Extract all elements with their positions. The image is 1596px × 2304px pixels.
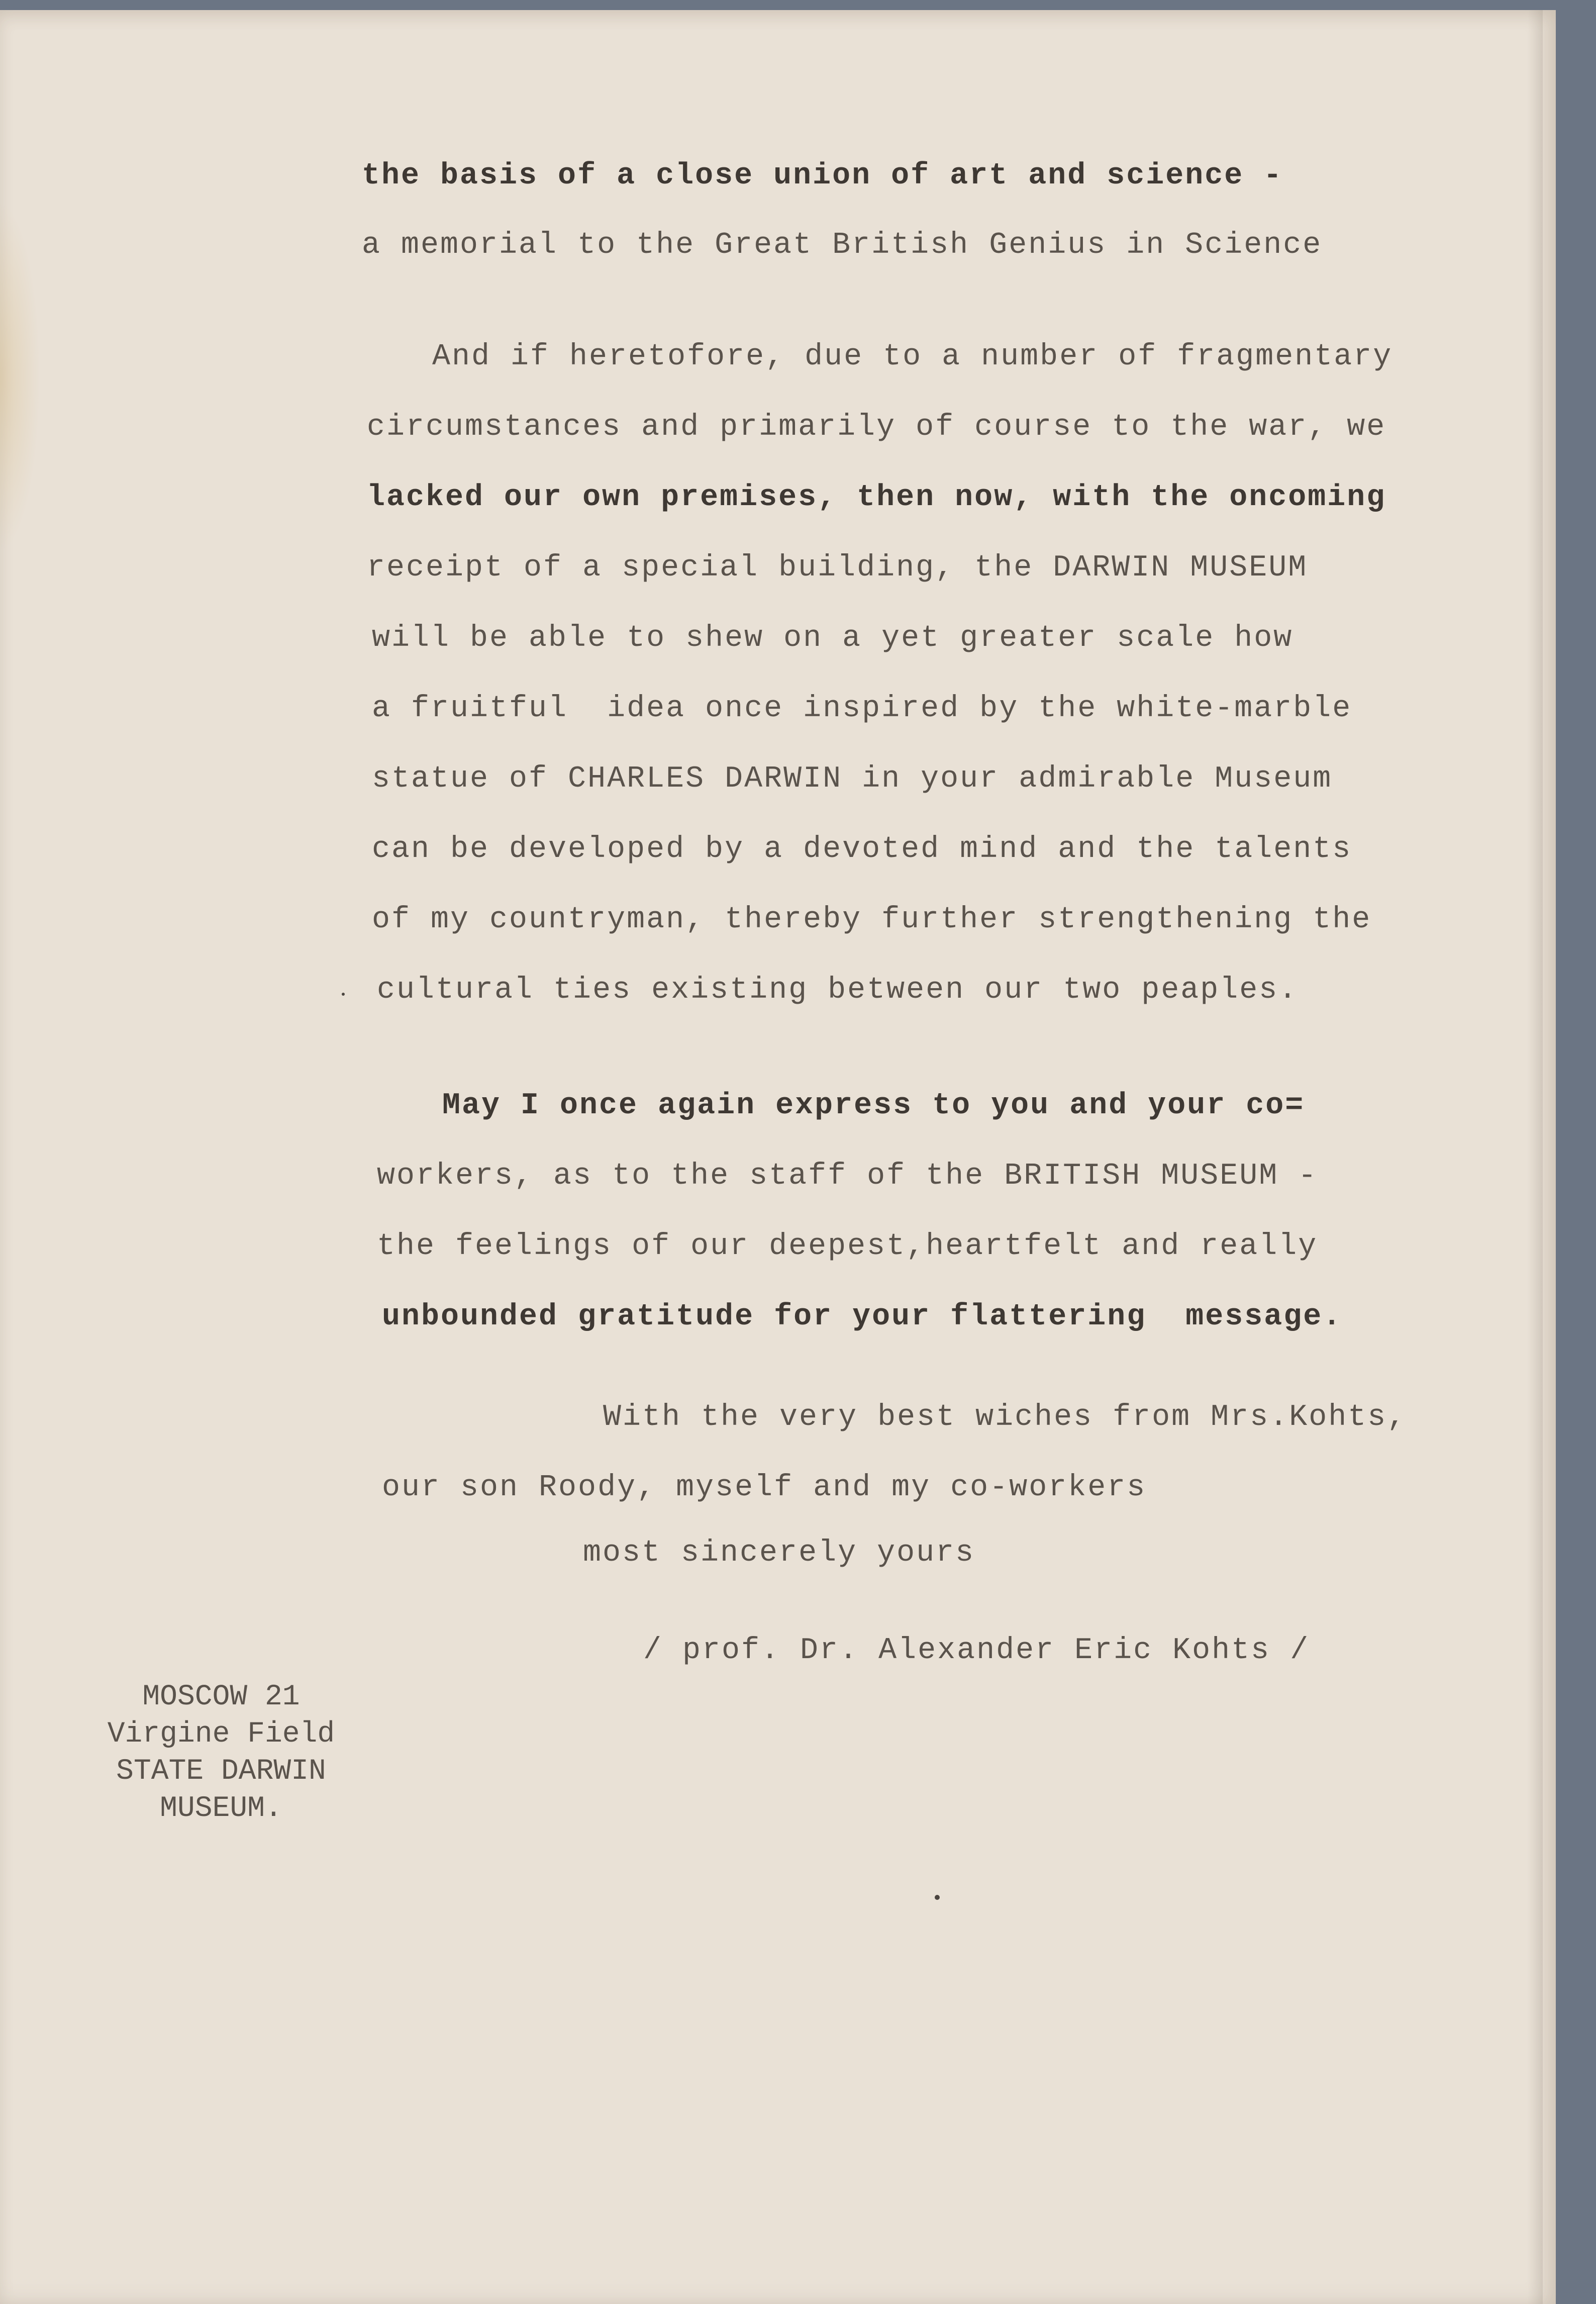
paper-stain	[0, 201, 40, 553]
letter-line: of my countryman, thereby further strengthening the	[372, 903, 1372, 937]
letter-line: the basis of a close union of art and science -	[362, 159, 1283, 193]
address-line: MUSEUM.	[160, 1792, 282, 1825]
letter-line: circumstances and primarily of course to the war, we	[367, 410, 1386, 444]
sender-address	[65, 1679, 377, 1828]
ink-speck	[935, 1895, 940, 1900]
address-line: Virgine Field	[107, 1718, 335, 1751]
letter-line: cultural ties existing between our two peaples.	[377, 973, 1299, 1007]
signature-line: / prof. Dr. Alexander Eric Kohts /	[643, 1634, 1310, 1668]
letter-line: a fruitful idea once inspired by the white-marble	[372, 692, 1352, 726]
letter-line: May I once again express to you and your co=	[442, 1089, 1305, 1123]
address-line: STATE DARWIN	[116, 1755, 326, 1788]
ink-speck	[342, 993, 345, 996]
address-line: MOSCOW 21	[142, 1681, 300, 1713]
letter-line: a memorial to the Great British Genius in Science	[362, 228, 1323, 262]
letter-line: statue of CHARLES DARWIN in your admirable Museum	[372, 762, 1333, 796]
letter-line: With the very best wiches from Mrs.Kohts,	[603, 1400, 1407, 1434]
letter-line: most sincerely yours	[583, 1536, 975, 1570]
letter-line: And if heretofore, due to a number of fragmentary	[432, 340, 1393, 374]
letter-line: receipt of a special building, the DARWIN MUSEUM	[367, 551, 1308, 585]
letter-line: our son Roody, myself and my co-workers	[382, 1471, 1147, 1505]
letter-line: unbounded gratitude for your flattering message.	[382, 1300, 1343, 1334]
letter-line: workers, as to the staff of the BRITISH MUSEUM -	[377, 1159, 1318, 1193]
letter-line: lacked our own premises, then now, with the oncoming	[367, 481, 1386, 515]
letter-line: will be able to shew on a yet greater scale how	[372, 621, 1293, 655]
letter-line: can be developed by a devoted mind and the talents	[372, 832, 1352, 867]
paper-edge-shadow	[1528, 10, 1543, 2304]
letter-line: the feelings of our deepest,heartfelt and really	[377, 1229, 1318, 1264]
